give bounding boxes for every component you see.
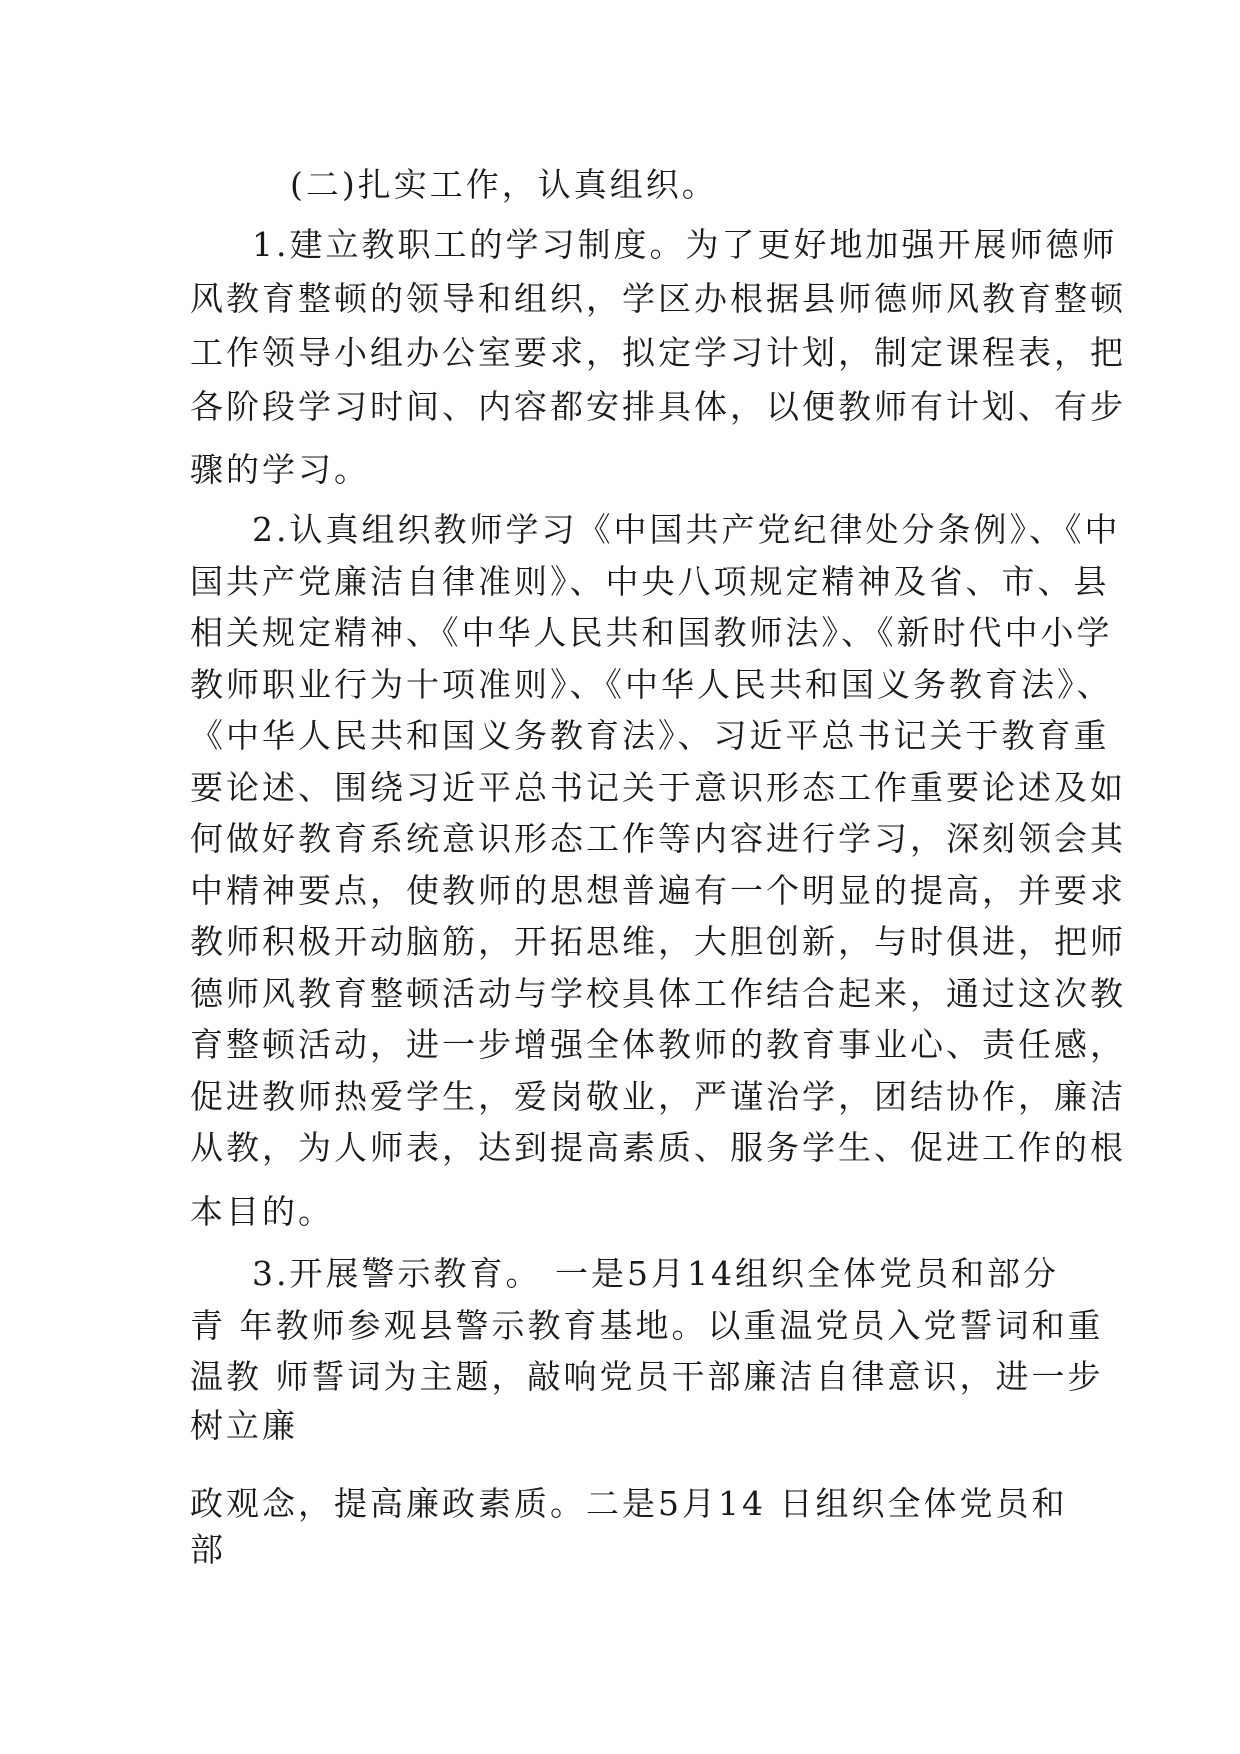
paragraph-2-line-5: 《中华人民共和国义务教育法》、习近平总书记关于教育重: [190, 716, 1110, 755]
paragraph-2-line-1: 2.认真组织教师学习《中国共产党纪律处分条例》、《中: [252, 510, 1121, 549]
paragraph-3-line-4: 树立廉: [190, 1406, 298, 1445]
paragraph-1-line-2: 风教育整顿的领导和组织，学区办根据县师德师风教育整顿: [190, 279, 1126, 318]
paragraph-1-line-4: 各阶段学习时间、内容都安排具体，以便教师有计划、有步: [190, 387, 1126, 426]
paragraph-2-line-7: 何做好教育系统意识形态工作等内容进行学习，深刻领会其: [190, 819, 1126, 858]
paragraph-3-line-2: 青 年教师参观县警示教育基地。以重温党员入党誓词和重: [190, 1306, 1104, 1345]
paragraph-2-line-13: 从教，为人师表，达到提高素质、服务学生、促进工作的根: [190, 1128, 1126, 1167]
paragraph-2-line-9: 教师积极开动脑筋，开拓思维，大胆创新，与时俱进，把师: [190, 922, 1126, 961]
paragraph-3-line-1: 3.开展警示教育。 一是5月14组织全体党员和部分: [252, 1254, 1059, 1293]
paragraph-2-line-3: 相关规定精神、《中华人民共和国教师法》、《新时代中小学: [190, 613, 1113, 652]
paragraph-1-line-1: 1.建立教职工的学习制度。为了更好地加强开展师德师: [252, 225, 1118, 264]
paragraph-3-line-6: 部: [190, 1530, 226, 1569]
paragraph-2-line-8: 中精神要点，使教师的思想普遍有一个明显的提高，并要求: [190, 871, 1126, 910]
paragraph-2-line-2: 国共产党廉洁自律准则》、中央八项规定精神及省、市、县: [190, 562, 1110, 601]
paragraph-2-line-4: 教师职业行为十项准则》、《中华人民共和国义务教育法》、: [190, 665, 1113, 704]
paragraph-3-line-5: 政观念，提高廉政素质。二是5月14 日组织全体党员和: [190, 1484, 1068, 1523]
paragraph-2-line-10: 德师风教育整顿活动与学校具体工作结合起来，通过这次教: [190, 974, 1126, 1013]
paragraph-2-line-12: 促进教师热爱学生，爱岗敬业，严谨治学，团结协作，廉洁: [190, 1077, 1126, 1116]
section-heading: (二)扎实工作，认真组织。: [290, 165, 718, 204]
paragraph-1-line-5: 骤的学习。: [190, 450, 370, 489]
paragraph-2-line-14: 本目的。: [190, 1192, 334, 1231]
paragraph-2-line-11: 育整顿活动，进一步增强全体教师的教育事业心、责任感，: [190, 1025, 1126, 1064]
paragraph-1-line-3: 工作领导小组办公室要求，拟定学习计划，制定课程表，把: [190, 333, 1126, 372]
paragraph-2-line-6: 要论述、围绕习近平总书记关于意识形态工作重要论述及如: [190, 768, 1126, 807]
paragraph-3-line-3: 温教 师誓词为主题，敲响党员干部廉洁自律意识，进一步: [190, 1357, 1104, 1396]
